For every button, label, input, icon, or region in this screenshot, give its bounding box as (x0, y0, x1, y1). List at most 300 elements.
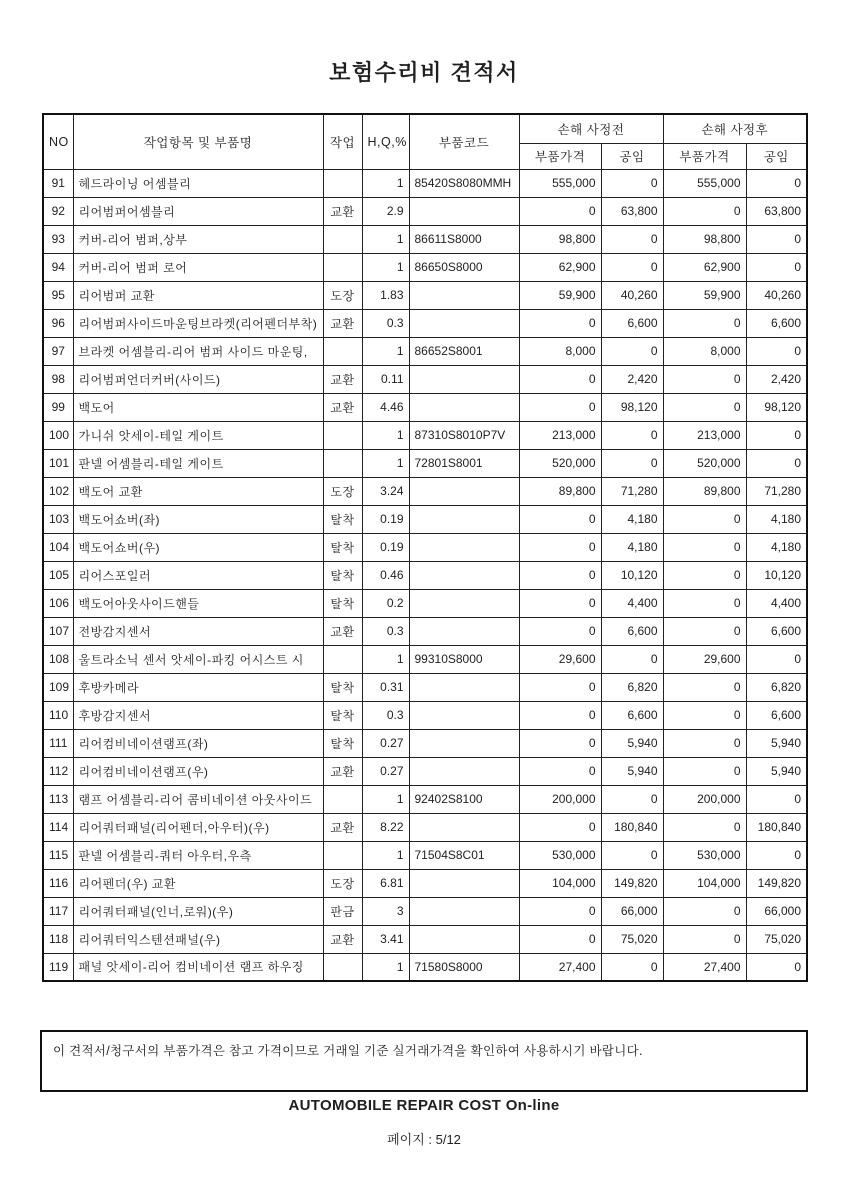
work-type (323, 645, 362, 673)
after-labor: 0 (746, 421, 807, 449)
before-labor: 4,180 (601, 533, 663, 561)
before-labor: 5,940 (601, 757, 663, 785)
after-part-price: 0 (663, 561, 746, 589)
after-labor: 0 (746, 953, 807, 981)
after-part-price: 213,000 (663, 421, 746, 449)
item-name: 리어쿼터패널(인너,로워)(우) (73, 897, 323, 925)
after-labor: 2,420 (746, 365, 807, 393)
part-code (409, 561, 519, 589)
page-indicator: 페이지 : 5/12 (387, 1132, 461, 1147)
work-type: 탈착 (323, 673, 362, 701)
table-row (43, 813, 807, 841)
hq-value: 3.24 (362, 477, 409, 505)
item-name: 전방감지센서 (73, 617, 323, 645)
before-part-price: 98,800 (519, 225, 601, 253)
item-name: 리어범퍼사이드마운팅브라켓(리어펜더부착) (73, 309, 323, 337)
after-part-price: 0 (663, 365, 746, 393)
after-part-price: 62,900 (663, 253, 746, 281)
row-no: 113 (43, 785, 73, 813)
after-part-price: 0 (663, 673, 746, 701)
table-row (43, 449, 807, 477)
before-labor: 0 (601, 953, 663, 981)
before-labor: 0 (601, 841, 663, 869)
part-code: 99310S8000 (409, 645, 519, 673)
table-row (43, 505, 807, 533)
hq-value: 3.41 (362, 925, 409, 953)
work-type: 교환 (323, 925, 362, 953)
before-labor: 6,600 (601, 309, 663, 337)
table-row (43, 225, 807, 253)
table-row (43, 729, 807, 757)
after-part-price: 89,800 (663, 477, 746, 505)
before-labor: 0 (601, 225, 663, 253)
table-row (43, 533, 807, 561)
after-labor: 0 (746, 225, 807, 253)
work-type: 탈착 (323, 561, 362, 589)
after-part-price: 0 (663, 533, 746, 561)
part-code: 86650S8000 (409, 253, 519, 281)
hq-value: 1 (362, 253, 409, 281)
table-row (43, 673, 807, 701)
table-row (43, 953, 807, 981)
work-type: 판금 (323, 897, 362, 925)
after-labor: 0 (746, 645, 807, 673)
hq-value: 8.22 (362, 813, 409, 841)
after-part-price: 0 (663, 925, 746, 953)
part-code: 71580S8000 (409, 953, 519, 981)
work-type: 도장 (323, 869, 362, 897)
row-no: 93 (43, 225, 73, 253)
row-no: 100 (43, 421, 73, 449)
part-code: 87310S8010P7V (409, 421, 519, 449)
before-labor: 6,820 (601, 673, 663, 701)
before-part-price: 0 (519, 701, 601, 729)
table-row (43, 589, 807, 617)
item-name: 울트라소닉 센서 앗세이-파킹 어시스트 시 (73, 645, 323, 673)
hq-value: 0.3 (362, 617, 409, 645)
work-type: 도장 (323, 477, 362, 505)
before-labor: 63,800 (601, 197, 663, 225)
work-type (323, 421, 362, 449)
row-no: 96 (43, 309, 73, 337)
notice-box (40, 1030, 808, 1092)
part-code (409, 925, 519, 953)
work-type: 교환 (323, 393, 362, 421)
part-code (409, 505, 519, 533)
after-labor: 0 (746, 253, 807, 281)
after-labor: 75,020 (746, 925, 807, 953)
item-name: 커버-리어 범퍼 로어 (73, 253, 323, 281)
before-part-price: 0 (519, 673, 601, 701)
row-no: 119 (43, 953, 73, 981)
hq-value: 0.19 (362, 533, 409, 561)
hq-value: 1 (362, 225, 409, 253)
part-code (409, 729, 519, 757)
part-code: 86611S8000 (409, 225, 519, 253)
after-labor: 0 (746, 841, 807, 869)
after-labor: 63,800 (746, 197, 807, 225)
after-part-price: 0 (663, 813, 746, 841)
header-before-part-price: 부품가격 (519, 143, 601, 169)
work-type (323, 841, 362, 869)
before-part-price: 62,900 (519, 253, 601, 281)
hq-value: 1 (362, 449, 409, 477)
row-no: 111 (43, 729, 73, 757)
hq-value: 1 (362, 953, 409, 981)
before-labor: 4,400 (601, 589, 663, 617)
item-name: 백도어 (73, 393, 323, 421)
after-labor: 40,260 (746, 281, 807, 309)
item-name: 가니쉬 앗세이-테일 게이트 (73, 421, 323, 449)
part-code: 71504S8C01 (409, 841, 519, 869)
row-no: 104 (43, 533, 73, 561)
after-part-price: 0 (663, 617, 746, 645)
before-part-price: 0 (519, 897, 601, 925)
table-row (43, 477, 807, 505)
after-part-price: 520,000 (663, 449, 746, 477)
work-type (323, 169, 362, 197)
row-no: 103 (43, 505, 73, 533)
work-type: 교환 (323, 365, 362, 393)
item-name: 리어범퍼언더커버(사이드) (73, 365, 323, 393)
estimate-table (42, 113, 808, 982)
after-part-price: 0 (663, 897, 746, 925)
table-row (43, 617, 807, 645)
hq-value: 1 (362, 785, 409, 813)
before-part-price: 0 (519, 757, 601, 785)
row-no: 115 (43, 841, 73, 869)
table-row (43, 281, 807, 309)
before-labor: 0 (601, 337, 663, 365)
item-name: 백도어아웃사이드핸들 (73, 589, 323, 617)
after-part-price: 0 (663, 589, 746, 617)
hq-value: 1.83 (362, 281, 409, 309)
after-labor: 6,600 (746, 309, 807, 337)
row-no: 95 (43, 281, 73, 309)
table-row (43, 253, 807, 281)
before-part-price: 89,800 (519, 477, 601, 505)
after-part-price: 27,400 (663, 953, 746, 981)
header-after-labor: 공임 (746, 143, 807, 169)
row-no: 106 (43, 589, 73, 617)
work-type: 교환 (323, 813, 362, 841)
after-labor: 0 (746, 169, 807, 197)
row-no: 107 (43, 617, 73, 645)
before-labor: 4,180 (601, 505, 663, 533)
before-labor: 6,600 (601, 701, 663, 729)
before-part-price: 8,000 (519, 337, 601, 365)
part-code (409, 701, 519, 729)
header-after-part-price: 부품가격 (663, 143, 746, 169)
after-part-price: 0 (663, 197, 746, 225)
work-type (323, 337, 362, 365)
before-part-price: 555,000 (519, 169, 601, 197)
work-type: 탈착 (323, 729, 362, 757)
before-part-price: 0 (519, 925, 601, 953)
item-name: 판넬 어셈블리-테일 게이트 (73, 449, 323, 477)
table-row (43, 701, 807, 729)
before-labor: 2,420 (601, 365, 663, 393)
row-no: 116 (43, 869, 73, 897)
after-part-price: 0 (663, 393, 746, 421)
hq-value: 0.19 (362, 505, 409, 533)
row-no: 97 (43, 337, 73, 365)
item-name: 리어쿼터패널(리어펜더,아우터)(우) (73, 813, 323, 841)
row-no: 101 (43, 449, 73, 477)
row-no: 109 (43, 673, 73, 701)
estimate-table-body (43, 169, 807, 981)
before-part-price: 0 (519, 561, 601, 589)
before-labor: 98,120 (601, 393, 663, 421)
item-name: 후방카메라 (73, 673, 323, 701)
work-type: 교환 (323, 617, 362, 645)
before-part-price: 0 (519, 309, 601, 337)
hq-value: 0.3 (362, 309, 409, 337)
header-before-group: 손해 사정전 (519, 114, 663, 143)
before-labor: 0 (601, 785, 663, 813)
part-code: 86652S8001 (409, 337, 519, 365)
part-code (409, 281, 519, 309)
part-code (409, 589, 519, 617)
table-row (43, 757, 807, 785)
after-part-price: 8,000 (663, 337, 746, 365)
before-part-price: 59,900 (519, 281, 601, 309)
row-no: 112 (43, 757, 73, 785)
work-type (323, 225, 362, 253)
hq-value: 1 (362, 421, 409, 449)
before-part-price: 27,400 (519, 953, 601, 981)
before-part-price: 0 (519, 505, 601, 533)
table-row (43, 897, 807, 925)
item-name: 후방감지센서 (73, 701, 323, 729)
before-labor: 75,020 (601, 925, 663, 953)
part-code (409, 897, 519, 925)
table-header (43, 114, 807, 169)
part-code: 72801S8001 (409, 449, 519, 477)
before-labor: 10,120 (601, 561, 663, 589)
after-labor: 6,600 (746, 701, 807, 729)
row-no: 118 (43, 925, 73, 953)
after-part-price: 555,000 (663, 169, 746, 197)
item-name: 램프 어셈블리-리어 콤비네이션 아웃사이드 (73, 785, 323, 813)
part-code (409, 477, 519, 505)
table-row (43, 169, 807, 197)
item-name: 백도어쇼버(우) (73, 533, 323, 561)
work-type (323, 253, 362, 281)
before-part-price: 520,000 (519, 449, 601, 477)
work-type (323, 785, 362, 813)
after-part-price: 530,000 (663, 841, 746, 869)
after-part-price: 200,000 (663, 785, 746, 813)
item-name: 리어펜더(우) 교환 (73, 869, 323, 897)
before-labor: 180,840 (601, 813, 663, 841)
after-part-price: 0 (663, 757, 746, 785)
after-labor: 4,400 (746, 589, 807, 617)
item-name: 리어범퍼 교환 (73, 281, 323, 309)
item-name: 백도어 교환 (73, 477, 323, 505)
work-type (323, 449, 362, 477)
table-row (43, 645, 807, 673)
table-row (43, 561, 807, 589)
row-no: 114 (43, 813, 73, 841)
hq-value: 1 (362, 169, 409, 197)
header-item: 작업항목 및 부품명 (73, 114, 323, 169)
header-hq: H,Q,% (362, 114, 409, 169)
after-part-price: 0 (663, 701, 746, 729)
before-labor: 0 (601, 253, 663, 281)
table-row (43, 785, 807, 813)
after-part-price: 0 (663, 505, 746, 533)
item-name: 리어스포일러 (73, 561, 323, 589)
after-part-price: 104,000 (663, 869, 746, 897)
item-name: 판넬 어셈블리-쿼터 아우터,우측 (73, 841, 323, 869)
table-row (43, 393, 807, 421)
before-part-price: 213,000 (519, 421, 601, 449)
item-name: 커버-리어 범퍼,상부 (73, 225, 323, 253)
row-no: 98 (43, 365, 73, 393)
hq-value: 0.27 (362, 757, 409, 785)
row-no: 94 (43, 253, 73, 281)
item-name: 리어쿼터익스텐션패널(우) (73, 925, 323, 953)
part-code (409, 309, 519, 337)
before-labor: 6,600 (601, 617, 663, 645)
work-type: 탈착 (323, 589, 362, 617)
before-labor: 0 (601, 645, 663, 673)
before-part-price: 29,600 (519, 645, 601, 673)
hq-value: 0.11 (362, 365, 409, 393)
row-no: 117 (43, 897, 73, 925)
before-part-price: 0 (519, 365, 601, 393)
work-type: 탈착 (323, 505, 362, 533)
item-name: 패널 앗세이-리어 컴비네이션 램프 하우징 (73, 953, 323, 981)
before-labor: 149,820 (601, 869, 663, 897)
after-part-price: 98,800 (663, 225, 746, 253)
after-labor: 4,180 (746, 533, 807, 561)
part-code (409, 617, 519, 645)
hq-value: 6.81 (362, 869, 409, 897)
before-part-price: 104,000 (519, 869, 601, 897)
before-part-price: 200,000 (519, 785, 601, 813)
work-type: 교환 (323, 757, 362, 785)
hq-value: 1 (362, 337, 409, 365)
before-part-price: 0 (519, 617, 601, 645)
before-labor: 66,000 (601, 897, 663, 925)
hq-value: 1 (362, 645, 409, 673)
work-type: 탈착 (323, 701, 362, 729)
before-labor: 71,280 (601, 477, 663, 505)
after-labor: 6,820 (746, 673, 807, 701)
footer-brand: AUTOMOBILE REPAIR COST On-line (288, 1097, 560, 1114)
after-part-price: 29,600 (663, 645, 746, 673)
hq-value: 0.31 (362, 673, 409, 701)
before-labor: 0 (601, 449, 663, 477)
before-labor: 40,260 (601, 281, 663, 309)
work-type (323, 953, 362, 981)
part-code (409, 757, 519, 785)
item-name: 헤드라이닝 어셈블리 (73, 169, 323, 197)
part-code (409, 673, 519, 701)
table-row (43, 337, 807, 365)
hq-value: 1 (362, 841, 409, 869)
before-part-price: 0 (519, 589, 601, 617)
row-no: 102 (43, 477, 73, 505)
work-type: 도장 (323, 281, 362, 309)
part-code (409, 365, 519, 393)
table-row (43, 197, 807, 225)
after-labor: 0 (746, 449, 807, 477)
row-no: 110 (43, 701, 73, 729)
hq-value: 0.3 (362, 701, 409, 729)
before-part-price: 0 (519, 813, 601, 841)
item-name: 브라켓 어셈블리-리어 범퍼 사이드 마운팅, (73, 337, 323, 365)
hq-value: 4.46 (362, 393, 409, 421)
after-labor: 0 (746, 785, 807, 813)
after-labor: 149,820 (746, 869, 807, 897)
after-labor: 5,940 (746, 729, 807, 757)
item-name: 백도어쇼버(좌) (73, 505, 323, 533)
part-code: 85420S8080MMH (409, 169, 519, 197)
after-labor: 10,120 (746, 561, 807, 589)
row-no: 108 (43, 645, 73, 673)
row-no: 99 (43, 393, 73, 421)
item-name: 리어범퍼어셈블리 (73, 197, 323, 225)
after-labor: 0 (746, 337, 807, 365)
row-no: 105 (43, 561, 73, 589)
before-part-price: 0 (519, 533, 601, 561)
after-labor: 4,180 (746, 505, 807, 533)
hq-value: 0.27 (362, 729, 409, 757)
header-part-code: 부품코드 (409, 114, 519, 169)
part-code (409, 869, 519, 897)
before-part-price: 0 (519, 393, 601, 421)
hq-value: 0.46 (362, 561, 409, 589)
table-row (43, 841, 807, 869)
hq-value: 2.9 (362, 197, 409, 225)
table-row (43, 365, 807, 393)
after-labor: 5,940 (746, 757, 807, 785)
part-code (409, 533, 519, 561)
after-labor: 180,840 (746, 813, 807, 841)
hq-value: 0.2 (362, 589, 409, 617)
hq-value: 3 (362, 897, 409, 925)
before-labor: 5,940 (601, 729, 663, 757)
after-labor: 6,600 (746, 617, 807, 645)
row-no: 92 (43, 197, 73, 225)
work-type: 탈착 (323, 533, 362, 561)
work-type: 교환 (323, 309, 362, 337)
item-name: 리어컴비네이션램프(우) (73, 757, 323, 785)
before-part-price: 0 (519, 729, 601, 757)
row-no: 91 (43, 169, 73, 197)
header-after-group: 손해 사정후 (663, 114, 807, 143)
notice-text: 이 견적서/청구서의 부품가격은 참고 가격이므로 거래일 기준 실거래가격을 확인하여 사용하시기 바랍니다. (53, 1044, 643, 1058)
item-name: 리어컴비네이션램프(좌) (73, 729, 323, 757)
before-part-price: 530,000 (519, 841, 601, 869)
header-no: NO (43, 114, 73, 169)
part-code (409, 197, 519, 225)
header-before-labor: 공임 (601, 143, 663, 169)
after-part-price: 0 (663, 729, 746, 757)
before-part-price: 0 (519, 197, 601, 225)
after-labor: 71,280 (746, 477, 807, 505)
after-part-price: 59,900 (663, 281, 746, 309)
after-labor: 66,000 (746, 897, 807, 925)
part-code (409, 393, 519, 421)
before-labor: 0 (601, 169, 663, 197)
after-part-price: 0 (663, 309, 746, 337)
after-labor: 98,120 (746, 393, 807, 421)
part-code (409, 813, 519, 841)
